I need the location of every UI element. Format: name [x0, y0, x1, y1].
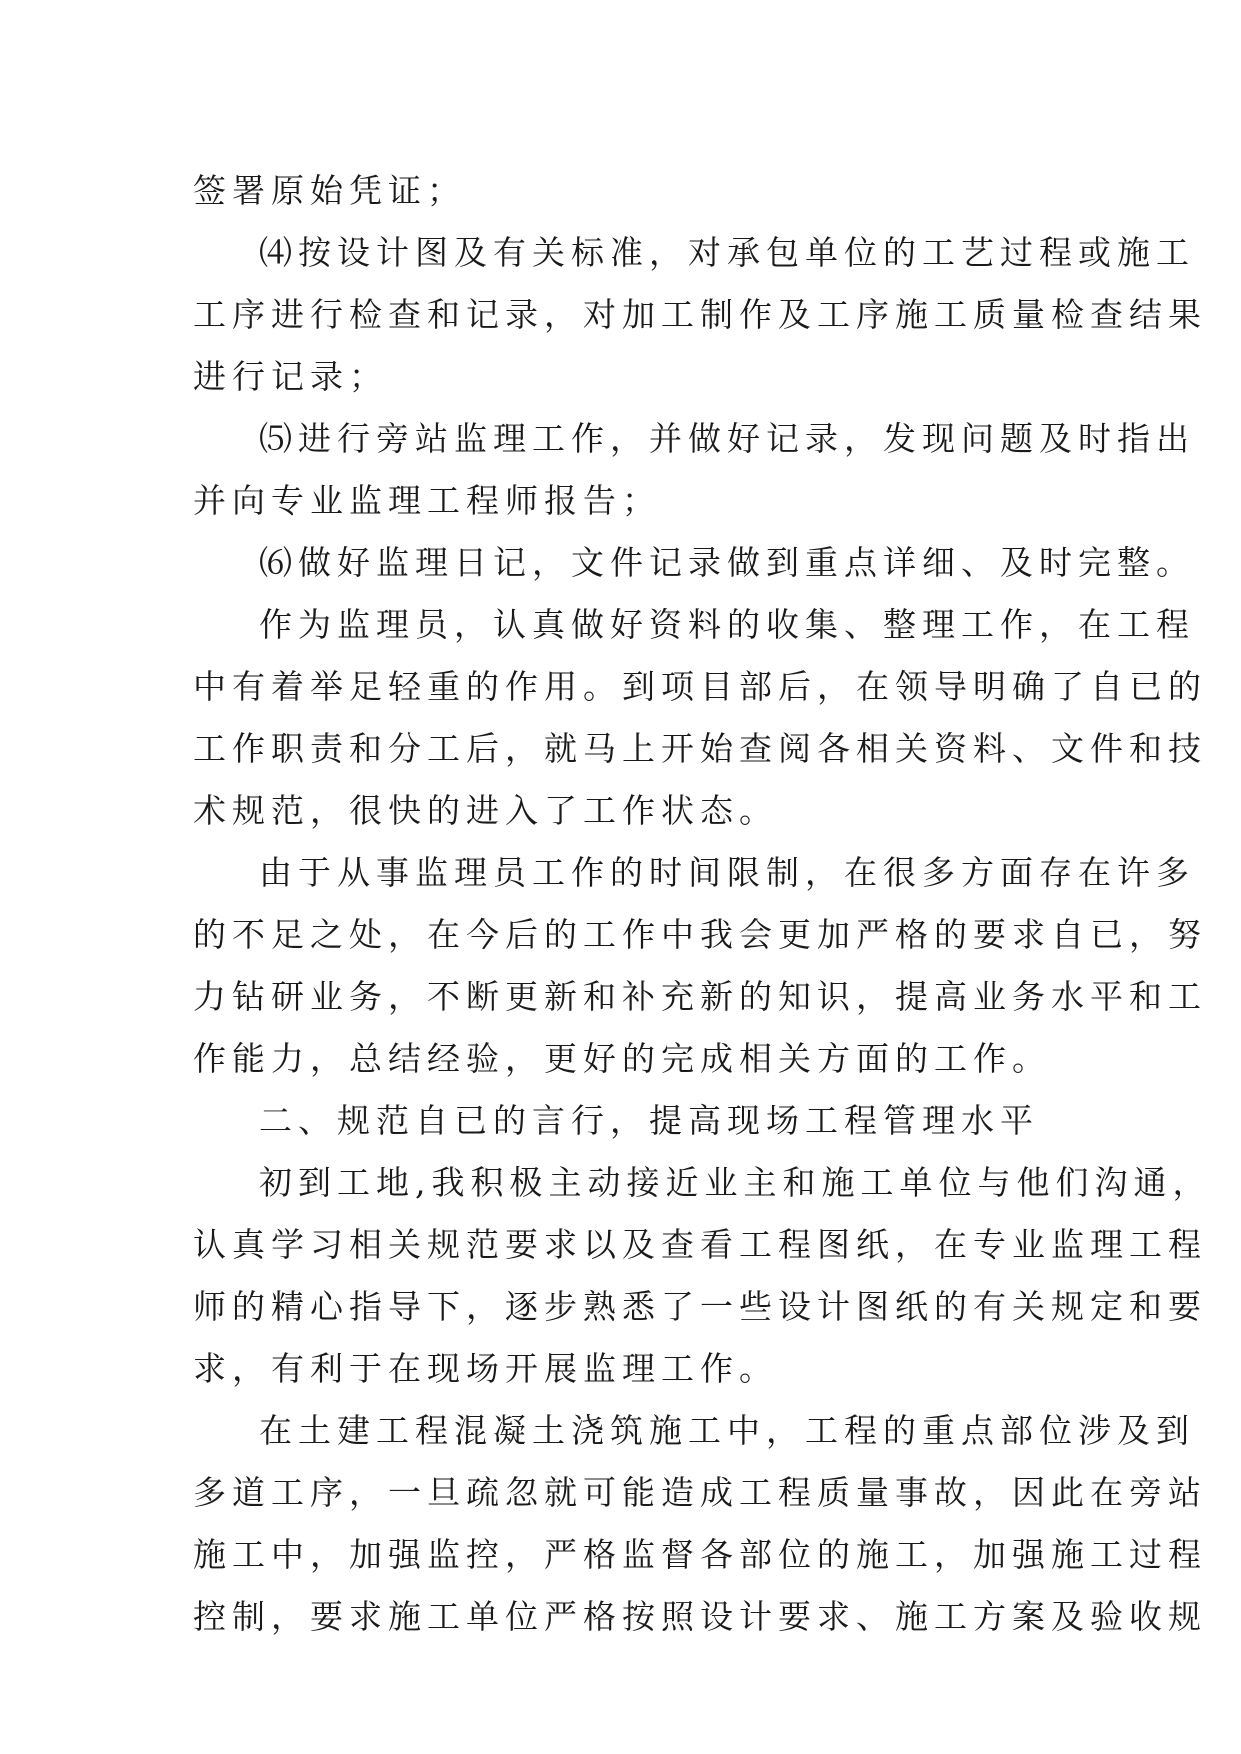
paragraph-start: 在土建工程混凝土浇筑施工中，工程的重点部位涉及到: [259, 1411, 1195, 1450]
text-line: 多道工序，一旦疏忽就可能造成工程质量事故，因此在旁站: [193, 1473, 1207, 1512]
text-line: 认真学习相关规范要求以及查看工程图纸，在专业监理工程: [193, 1225, 1207, 1264]
text-line: 中有着举足轻重的作用。到项目部后，在领导明确了自已的: [193, 667, 1207, 706]
text-line: 施工中，加强监控，严格监督各部位的施工，加强施工过程: [193, 1535, 1207, 1574]
text-line: 工序进行检查和记录，对加工制作及工序施工质量检查结果: [193, 295, 1207, 334]
text-line: 师的精心指导下，逐步熟悉了一些设计图纸的有关规定和要: [193, 1287, 1207, 1326]
text-line: 的不足之处，在今后的工作中我会更加严格的要求自已，努: [193, 915, 1207, 954]
text-line: 工作职责和分工后，就马上开始查阅各相关资料、文件和技: [193, 729, 1207, 768]
section-heading: 二、规范自已的言行，提高现场工程管理水平: [259, 1101, 1039, 1140]
paragraph-start: 由于从事监理员工作的时间限制，在很多方面存在许多: [259, 853, 1195, 892]
text-line: 术规范，很快的进入了工作状态。: [193, 791, 778, 830]
text-line: 签署原始凭证；: [193, 171, 466, 210]
text-line: 进行记录；: [193, 357, 388, 396]
text-line: 求，有利于在现场开展监理工作。: [193, 1349, 778, 1388]
text-line: 作能力，总结经验，更好的完成相关方面的工作。: [193, 1039, 1051, 1078]
body-text: [193, 160, 1212, 1648]
text-line: 控制，要求施工单位严格按照设计要求、施工方案及验收规: [193, 1597, 1207, 1636]
paragraph-start: 作为监理员，认真做好资料的收集、整理工作，在工程: [259, 605, 1195, 644]
list-item-6: ⑹做好监理日记，文件记录做到重点详细、及时完整。: [259, 543, 1195, 582]
list-item-4: ⑷按设计图及有关标准，对承包单位的工艺过程或施工: [259, 233, 1195, 272]
text-line: 力钻研业务，不断更新和补充新的知识，提高业务水平和工: [193, 977, 1207, 1016]
list-item-5: ⑸进行旁站监理工作，并做好记录，发现问题及时指出: [259, 419, 1195, 458]
paragraph-start: 初到工地,我积极主动接近业主和施工单位与他们沟通，: [259, 1163, 1212, 1202]
text-line: 并向专业监理工程师报告；: [193, 481, 661, 520]
